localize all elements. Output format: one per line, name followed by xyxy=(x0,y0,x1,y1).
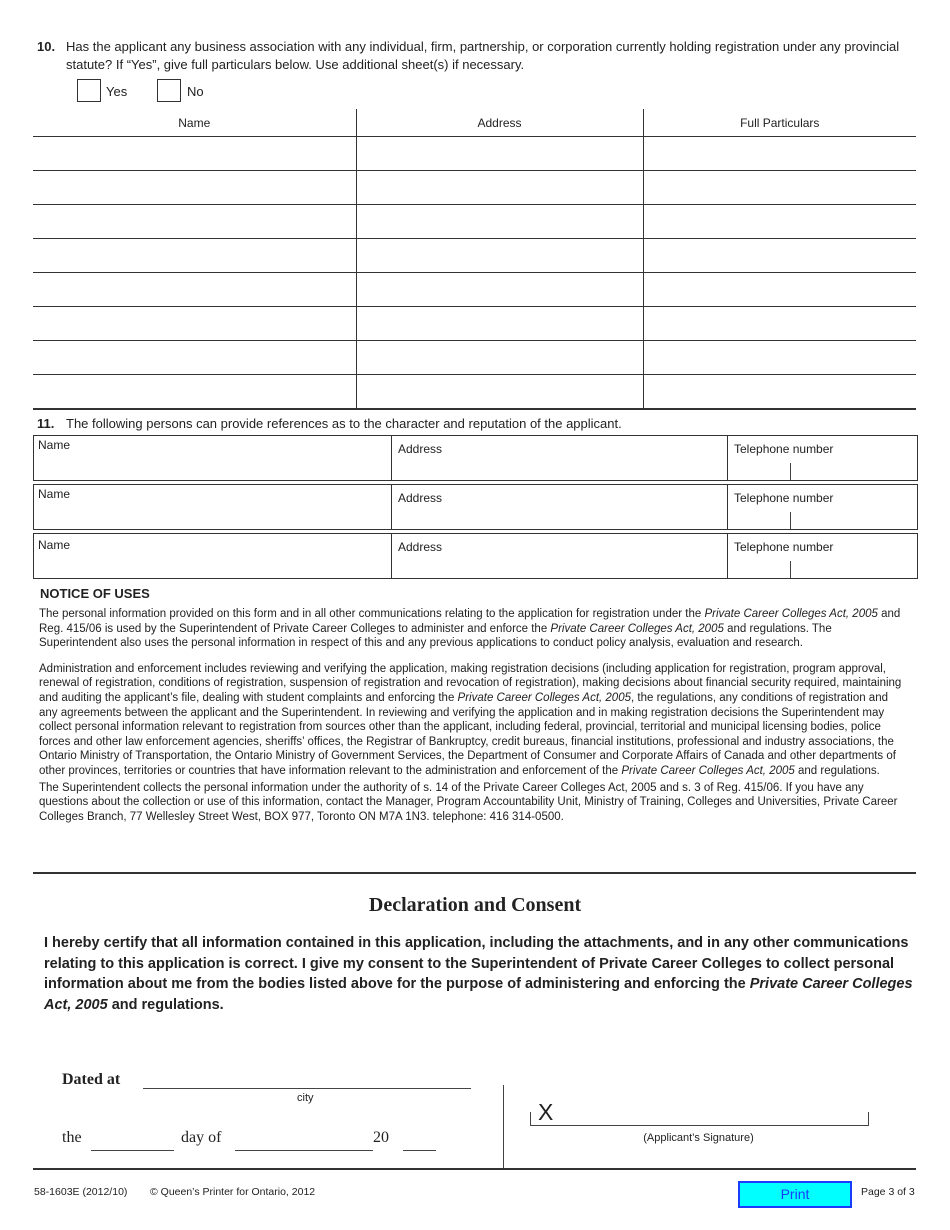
particulars-cell[interactable] xyxy=(643,375,916,410)
dated-at-label: Dated at xyxy=(62,1071,121,1088)
year-input[interactable] xyxy=(403,1150,436,1151)
reference-phone-field[interactable] xyxy=(727,534,918,578)
notice-body xyxy=(39,607,909,835)
day-of-label: day of xyxy=(181,1129,222,1146)
month-input[interactable] xyxy=(235,1150,373,1151)
reference-phone-field[interactable] xyxy=(727,436,918,480)
footer-divider xyxy=(33,1168,916,1170)
reference-phone-label: Telephone number xyxy=(734,442,834,456)
q11-number: 11. xyxy=(37,416,55,431)
particulars-cell[interactable] xyxy=(643,239,916,273)
notice-paragraph: The personal information provided on this form and in all other communications relating to the application for registration under the Private Career Colleges Act, 2005 and Reg. 415/06 is used by the Superintendent of Private Career Colleges to administer and enforce the Private Career Colleges Act, 2005 and regulations. The Superintendent also uses the personal information in respect of this and any previous applications to conduct policy analysis, evaluation and research. xyxy=(39,608,901,650)
address-cell[interactable] xyxy=(356,273,643,307)
reference-address-label: Address xyxy=(398,491,443,505)
particulars-cell[interactable] xyxy=(643,341,916,375)
reference-address-field[interactable] xyxy=(391,485,728,529)
name-cell[interactable] xyxy=(33,171,356,205)
signature-field[interactable] xyxy=(530,1112,869,1126)
q10-yes-label: Yes xyxy=(106,84,128,99)
copyright: © Queen’s Printer for Ontario, 2012 xyxy=(150,1186,316,1198)
name-cell[interactable] xyxy=(33,341,356,375)
reference-address-field[interactable] xyxy=(391,534,728,578)
notice-title: NOTICE OF USES xyxy=(40,586,150,601)
reference-name-label: Name xyxy=(38,538,71,552)
name-cell[interactable] xyxy=(33,137,356,171)
reference-address-field[interactable] xyxy=(391,436,728,480)
q10-yes-checkbox[interactable] xyxy=(77,79,101,102)
address-cell[interactable] xyxy=(356,341,643,375)
page-number: Page 3 of 3 xyxy=(861,1186,915,1198)
particulars-cell[interactable] xyxy=(643,205,916,239)
the-label: the xyxy=(62,1129,82,1146)
q10-question: Has the applicant any business association with any individual, firm, partnership, or corporation currently holding registration under any provincial statute? If “Yes”, give full particulars below. Use additional sheet(s) if necessary. xyxy=(66,39,900,72)
reference-box-1 xyxy=(33,435,918,481)
reference-phone-field[interactable] xyxy=(727,485,918,529)
reference-name-field[interactable] xyxy=(34,436,391,480)
particulars-cell[interactable] xyxy=(643,307,916,341)
notice-paragraph: The Superintendent collects the personal information under the authority of s. 14 of the Private Career Colleges Act, 2005 and s. 3 of Reg. 415/06. If you have any questions about the collection or use of this information, contact the Manager, Program Accountability Unit, Ministry of Training, Colleges and Universities, Private Career Colleges Branch, 77 Wellesley Street West, BOX 977, Toronto ON M7A 1N3. telephone: 416 314-0500. xyxy=(39,781,898,823)
column-header-address: Address xyxy=(356,109,643,137)
table-row xyxy=(33,375,916,410)
reference-phone-label: Telephone number xyxy=(734,491,834,505)
signature-x-mark: X xyxy=(538,1099,554,1125)
particulars-cell[interactable] xyxy=(643,273,916,307)
signature-divider xyxy=(503,1085,504,1169)
table-row xyxy=(33,307,916,341)
address-cell[interactable] xyxy=(356,375,643,410)
reference-box-3 xyxy=(33,533,918,579)
table-row xyxy=(33,205,916,239)
table-row xyxy=(33,171,916,205)
city-label: city xyxy=(297,1092,314,1104)
reference-address-label: Address xyxy=(398,442,443,456)
reference-phone-label: Telephone number xyxy=(734,540,834,554)
address-cell[interactable] xyxy=(356,239,643,273)
name-cell[interactable] xyxy=(33,375,356,410)
name-cell[interactable] xyxy=(33,205,356,239)
year-prefix: 20 xyxy=(373,1129,389,1146)
q10-no-checkbox[interactable] xyxy=(157,79,181,102)
table-row xyxy=(33,341,916,375)
name-cell[interactable] xyxy=(33,239,356,273)
particulars-cell[interactable] xyxy=(643,137,916,171)
reference-box-2 xyxy=(33,484,918,530)
address-cell[interactable] xyxy=(356,307,643,341)
particulars-cell[interactable] xyxy=(643,171,916,205)
reference-name-field[interactable] xyxy=(34,485,391,529)
table-row xyxy=(33,239,916,273)
name-cell[interactable] xyxy=(33,307,356,341)
address-cell[interactable] xyxy=(356,171,643,205)
table-row xyxy=(33,273,916,307)
declaration-title: Declaration and Consent xyxy=(368,894,582,916)
day-input[interactable] xyxy=(91,1150,174,1151)
column-header-particulars: Full Particulars xyxy=(643,109,916,137)
notice-paragraph: Administration and enforcement includes reviewing and verifying the application, making registration decisions (including application for registration, program approval, renewal of registration, conditions of registration, suspension of registration and revocation of registration), making decisions about financial security required, maintaining and auditing the applicant’s file, dealing with student complaints and enforcing the Private Career Colleges Act, 2005, the regulations, any conditions of registration and any agreements between the applicant and the Superintendent. In reviewing and verifying the application and in making registration decisions the Superintendent may collect personal information relevant to registration from sources other than the applicant, including federal, provincial, territorial and municipal licensing bodies, police forces and other law enforcement agencies, sheriffs’ offices, the Registrar of Bankruptcy, credit bureaus, financial institutions, professional and industry associations, the Ontario Ministry of Transportation, the Ontario Ministry of Government Services, the Department of Consumer and Corporate Affairs of Canada and other departments of other provinces, territories or countries that have information relevant to the administration and enforcement of the Private Career Colleges Act, 2005 and regulations. xyxy=(39,662,902,777)
print-button[interactable]: Print xyxy=(738,1181,852,1208)
reference-name-label: Name xyxy=(38,487,71,501)
business-association-table xyxy=(33,109,916,410)
reference-name-label: Name xyxy=(38,438,71,452)
q11-question: The following persons can provide references as to the character and reputation of the applicant. xyxy=(66,416,622,431)
declaration-text: I hereby certify that all information contained in this application, including the attachments, and in any other communications relating to this application is correct. I give my consent to the Superintendent of Private Career Colleges to collect personal information about me from the bodies listed above for the purpose of administering and enforcing the Private Career Colleges Act, 2005 and regulations. xyxy=(44,935,913,1013)
name-cell[interactable] xyxy=(33,273,356,307)
q10-number: 10. xyxy=(37,39,56,54)
column-header-name: Name xyxy=(33,109,356,137)
q10-no-label: No xyxy=(187,84,204,99)
table-row xyxy=(33,137,916,171)
reference-name-field[interactable] xyxy=(34,534,391,578)
address-cell[interactable] xyxy=(356,205,643,239)
reference-address-label: Address xyxy=(398,540,443,554)
address-cell[interactable] xyxy=(356,137,643,171)
form-number: 58-1603E (2012/10) xyxy=(34,1186,128,1198)
city-input[interactable] xyxy=(143,1088,471,1089)
section-divider xyxy=(33,872,916,874)
signature-label: (Applicant’s Signature) xyxy=(643,1132,754,1144)
